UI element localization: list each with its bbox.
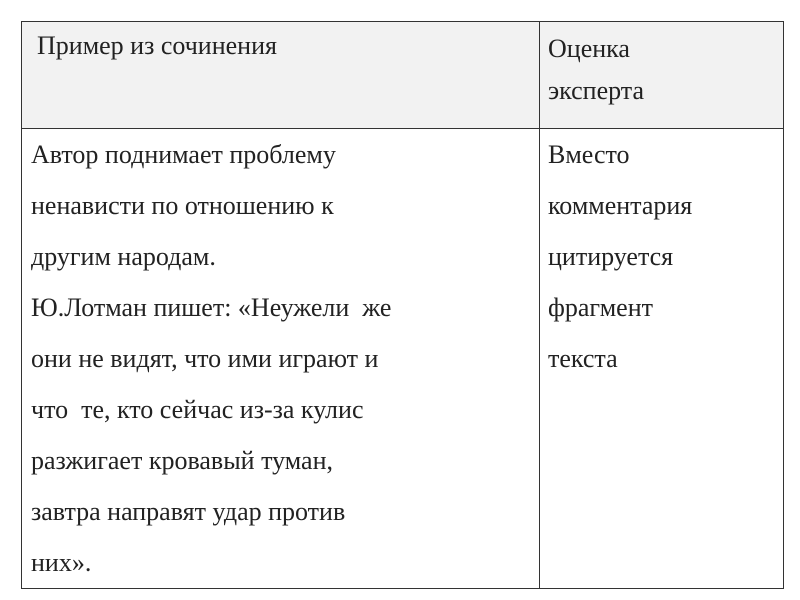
example-line: разжигает кровавый туман,: [31, 446, 333, 475]
evaluation-line: текста: [548, 344, 618, 373]
example-line: что те, кто сейчас из-за кулис: [31, 395, 364, 424]
evaluation-table: [21, 21, 784, 589]
example-line: другим народам.: [31, 242, 216, 271]
header-evaluation-line-2: эксперта: [548, 76, 645, 105]
example-cell: [22, 129, 540, 589]
header-evaluation: [540, 22, 784, 129]
evaluation-line: фрагмент: [548, 293, 653, 322]
header-example-label: Пример из сочинения: [37, 31, 277, 60]
evaluation-line: комментария: [548, 191, 693, 220]
evaluation-line: Вместо: [548, 140, 630, 169]
example-line: них».: [31, 548, 92, 577]
evaluation-line: цитируется: [548, 242, 674, 271]
header-row: [22, 22, 784, 129]
example-line: Автор поднимает проблему: [31, 140, 336, 169]
example-line: завтра направят удар против: [31, 497, 346, 526]
example-line: Ю.Лотман пишет: «Неужели же: [31, 293, 392, 322]
header-example: [22, 22, 540, 129]
evaluation-cell: [540, 129, 784, 589]
header-evaluation-line-1: Оценка: [548, 34, 630, 63]
example-line: они не видят, что ими играют и: [31, 344, 379, 373]
example-line: ненависти по отношению к: [31, 191, 334, 220]
body-row: [22, 129, 784, 589]
